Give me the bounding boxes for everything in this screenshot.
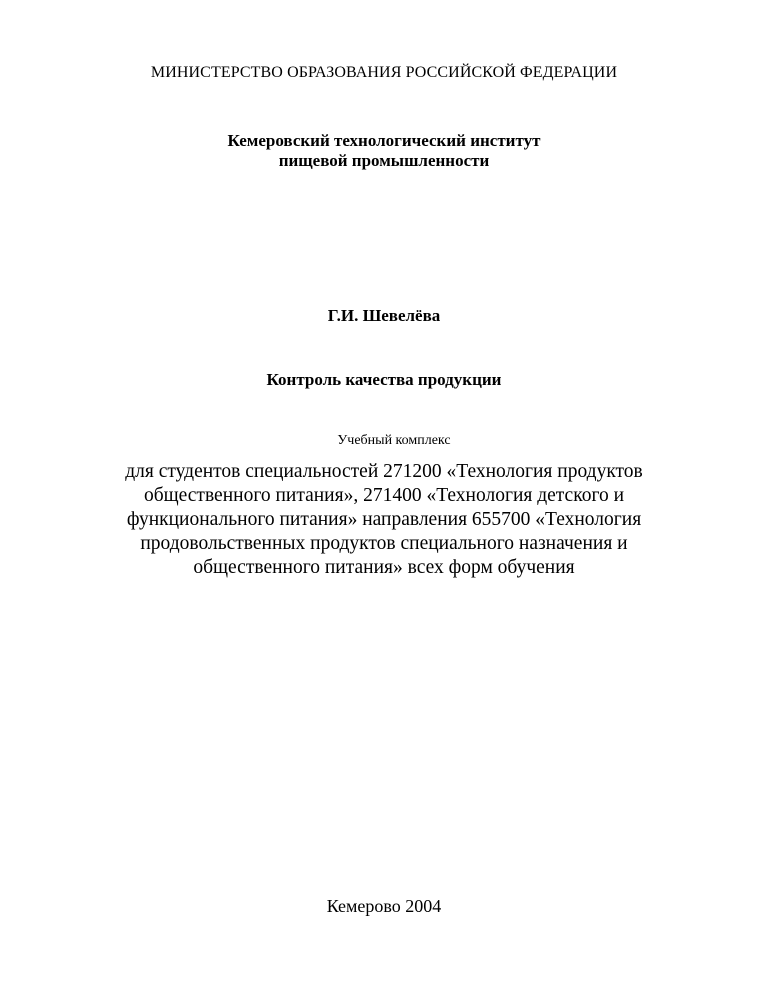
city-year: Кемерово 2004 xyxy=(326,896,442,916)
description-line: для студентов специальностей 271200 «Технология продуктов xyxy=(125,461,643,482)
audience-description xyxy=(0,460,768,580)
institute-name-line-1: Кемеровский технологический институт xyxy=(227,131,541,150)
author-name: Г.И. Шевелёва xyxy=(327,306,441,325)
description-line: общественного питания» всех форм обучения xyxy=(193,557,575,578)
institute-name xyxy=(0,131,768,171)
description-line: продовольственных продуктов специального назначения и xyxy=(140,533,628,554)
document-subtitle: Учебный комплекс xyxy=(337,433,451,448)
description-line: функционального питания» направления 655700 «Технология xyxy=(126,509,642,530)
document-title: Контроль качества продукции xyxy=(266,370,502,389)
ministry-heading: МИНИСТЕРСТВО ОБРАЗОВАНИЯ РОССИЙСКОЙ ФЕДЕРАЦИИ xyxy=(150,64,618,81)
institute-name-line-2: пищевой промышленности xyxy=(278,151,490,170)
description-line: общественного питания», 271400 «Технология детского и xyxy=(143,485,625,506)
